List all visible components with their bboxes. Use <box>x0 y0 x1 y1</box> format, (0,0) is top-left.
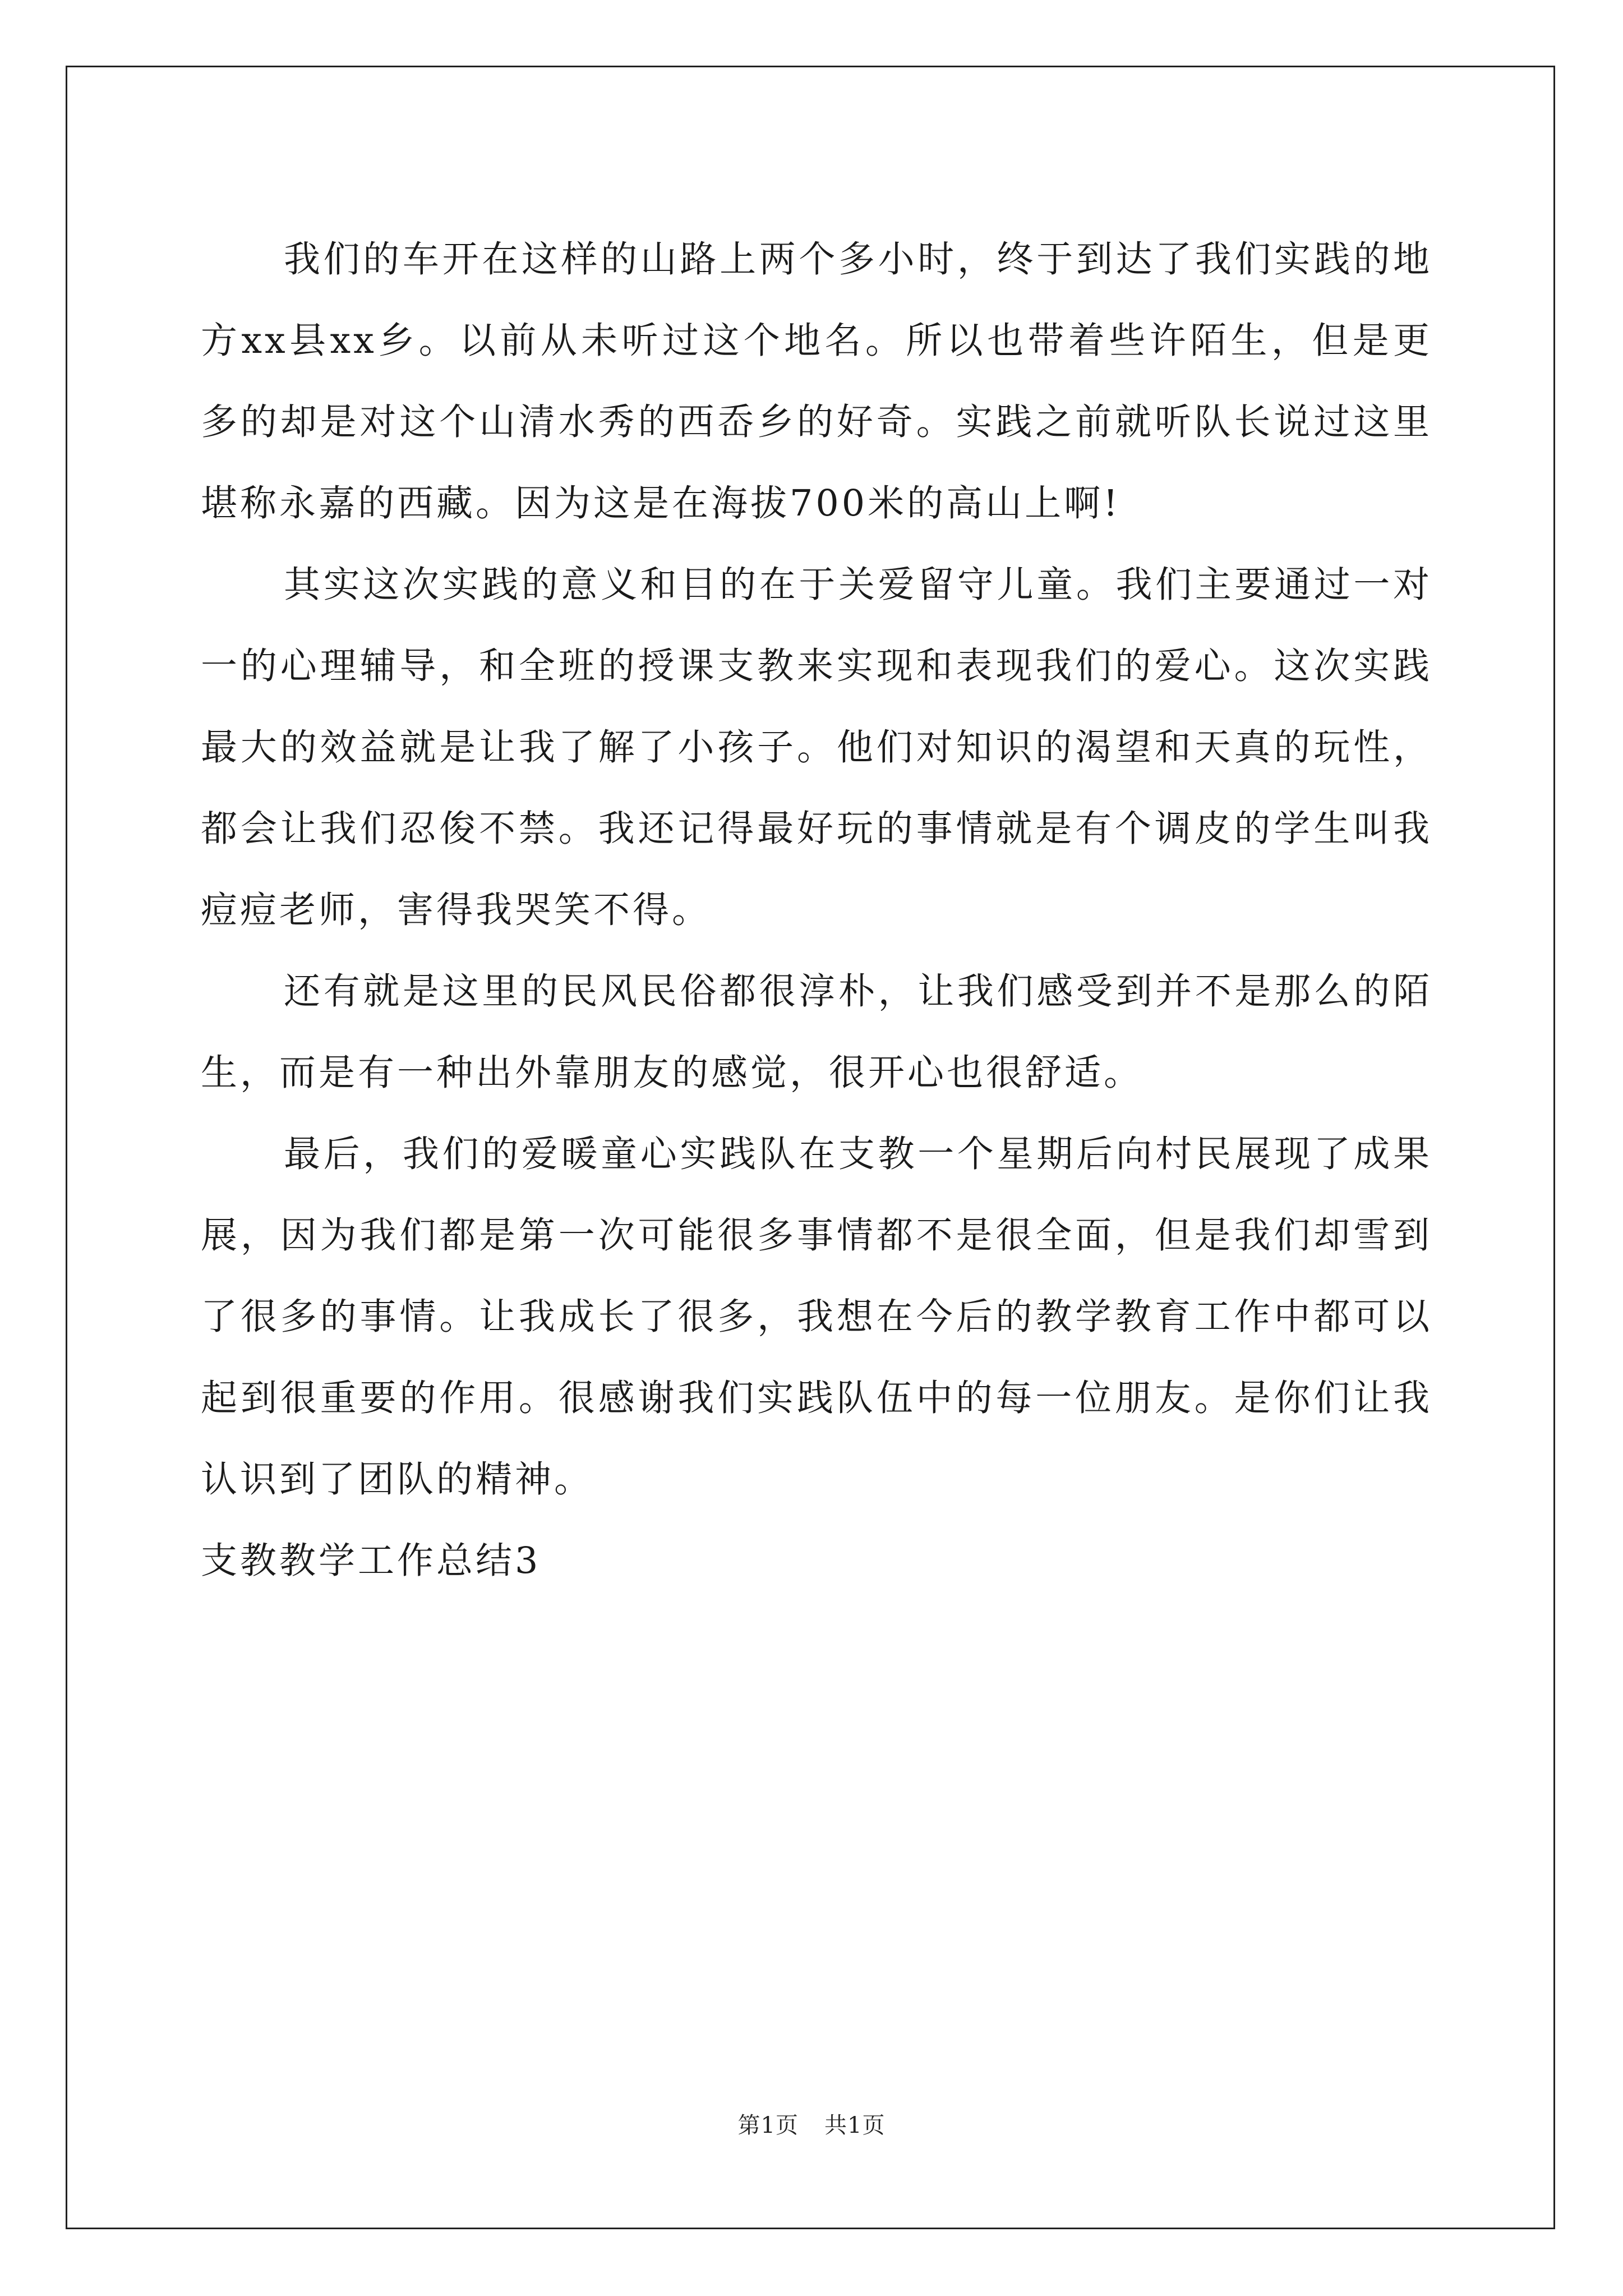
paragraph-1: 我们的车开在这样的山路上两个多小时，终于到达了我们实践的地方xx县xx乡。以前从未听过这个地名。所以也带着些许陌生，但是更多的却是对这个山清水秀的西岙乡的好奇。实践之前就听队长说过这里堪称永嘉的西藏。因为这是在海拔700米的高山上啊! <box>201 238 1432 524</box>
page-total: 共1页 <box>824 2113 886 2138</box>
paragraph-3: 还有就是这里的民风民俗都很淳朴，让我们感受到并不是那么的陌生，而是有一种出外靠朋友的感觉，很开心也很舒适。 <box>201 970 1432 1094</box>
paragraph-2: 其实这次实践的意义和目的在于关爱留守儿童。我们主要通过一对一的心理辅导，和全班的授课支教来实现和表现我们的爱心。这次实践最大的效益就是让我了解了小孩子。他们对知识的渴望和天真的玩性，都会让我们忍俊不禁。我还记得最好玩的事情就是有个调皮的学生叫我痘痘老师，害得我哭笑不得。 <box>201 564 1432 931</box>
paragraph-4: 最后，我们的爱暖童心实践队在支教一个星期后向村民展现了成果展，因为我们都是第一次可能很多事情都不是很全面，但是我们却雪到了很多的事情。让我成长了很多，我想在今后的教学教育工作中都可以起到很重要的作用。很感谢我们实践队伍中的每一位朋友。是你们让我认识到了团队的精神。 <box>201 1133 1432 1501</box>
section-heading: 支教教学工作总结3 <box>201 1540 541 1582</box>
document-body <box>201 219 1432 1602</box>
page-footer <box>0 2111 1623 2139</box>
page-number: 第1页 <box>737 2113 799 2138</box>
